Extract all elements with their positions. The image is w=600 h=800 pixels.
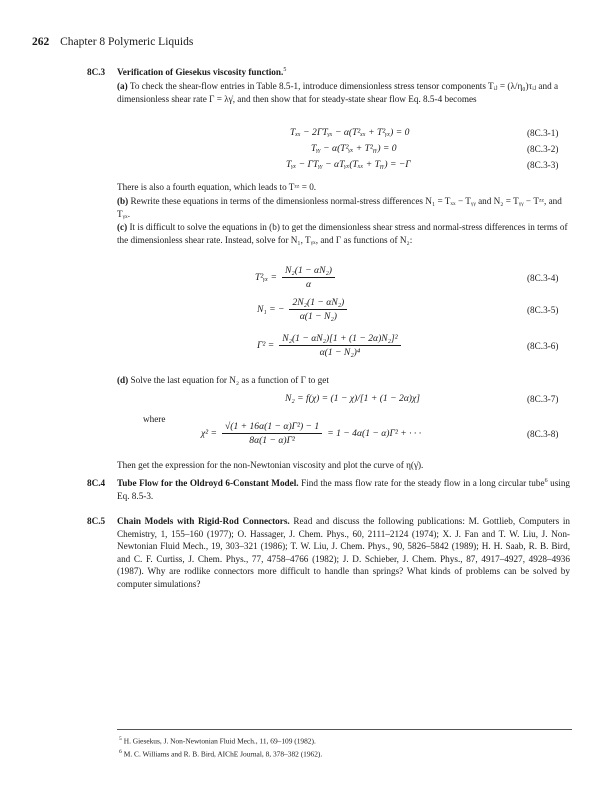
eq4-denominator: α: [305, 279, 312, 290]
equation-number: (8C.3-5): [527, 305, 559, 315]
page-number: 262: [32, 36, 50, 48]
problem-number: 8C.5: [87, 516, 106, 526]
eq4-lhs: T²ᵧₓ =: [255, 272, 278, 283]
equation-number: (8C.3-7): [527, 394, 559, 404]
equation-8c3-2: Tᵧᵧ − α(T²ᵧₓ + T²ᵧᵧ) = 0: [311, 143, 397, 154]
footnote-text: H. Giesekus, J. Non-Newtonian Fluid Mech., 11, 69–109 (1982).: [123, 736, 316, 746]
part-a-body: To check the shear-flow entries in Table 8.5-1, introduce dimensionless stress tensor components Tᵢⱼ = (λ/η₀)τᵢⱼ and a dimensionless shear rate Γ = λγ̇, and then show that for steady-state shear flow Eq. 8.5-4 becomes: [117, 81, 559, 104]
equation-8c3-6: [257, 333, 403, 358]
eq6-lhs: Γ² =: [257, 340, 275, 351]
equation-number: (8C.3-3): [527, 160, 559, 170]
eq5-lhs: N₁ = −: [257, 304, 285, 315]
problem-number: 8C.4: [87, 478, 106, 488]
eq5-denominator: α(1 − N₂): [299, 311, 337, 322]
problem-body: Read and discuss the following publications: M. Gottlieb, Computers in Chemistry, 1, 155–160 (1977); O. Hassager, J. Chem. Phys., 60, 2111–2124 (1974); X. J. Fan and T. W. Liu, J. Non-Newtonian Fluid Mech., 19, 303–321 (1986); T. W. Liu, J. Chem. Phys., 90, 5826–5842 (1989); H. H. Saab, R. B. Bird, and C. F. Curtiss, J. Chem. Phys., 77, 4758–4766 (1982); J. D. Schieber, J. Chem. Phys., 87, 4917–4927, 4928–4936 (1987). Why are rodlike connectors more difficult to handle than springs? What kinds of problems can be solved by computer simulations?: [117, 516, 570, 589]
footnote-5: [119, 736, 316, 745]
footnote-6: [119, 749, 322, 758]
eq8-numerator: √(1 + 16α(1 − α)Γ²) − 1: [222, 421, 322, 434]
equation-number: (8C.3-1): [527, 128, 559, 138]
footnote-mark: 5: [119, 736, 122, 742]
footnote-divider: [117, 729, 572, 730]
part-b-label: (b): [117, 196, 129, 206]
equation-8c3-8: [201, 421, 421, 446]
equation-8c3-1: Tₓₓ − 2ΓTᵧₓ − α(T²ₓₓ + T²ᵧₓ) = 0: [290, 127, 410, 138]
where-text: where: [143, 414, 166, 424]
equation-8c3-7: N₂ = f(χ) = (1 − χ)/[1 + (1 − 2α)χ]: [285, 393, 420, 404]
footnote-text: M. C. Williams and R. B. Bird, AIChE Journal, 8, 378–382 (1962).: [123, 749, 323, 759]
eq5-numerator: 2N₂(1 − αN₂): [289, 297, 347, 310]
problem-8c3-heading: [87, 66, 570, 79]
footnote-ref: 6: [544, 477, 548, 484]
part-b-text: [117, 195, 570, 220]
equation-8c3-4: [255, 265, 337, 290]
problem-8c4: [87, 477, 571, 502]
running-head: [32, 36, 193, 48]
part-c-text: [117, 221, 570, 246]
part-c-label: (c): [117, 222, 128, 232]
eq8-rhs: = 1 − 4α(1 − α)Γ² + · · ·: [327, 428, 422, 439]
fourth-equation-note: There is also a fourth equation, which leads to Tᶻᶻ = 0.: [117, 182, 317, 192]
footnote-mark: 6: [119, 749, 122, 755]
problem-body: Find the mass flow rate for the steady flow in a long circular tube: [301, 478, 545, 488]
equation-8c3-3: Tᵧₓ − ΓTᵧᵧ − αTᵧₓ(Tₓₓ + Tᵧᵧ) = −Γ: [286, 159, 411, 170]
part-a-label: (a): [117, 81, 128, 91]
problem-title: Verification of Giesekus viscosity function.: [117, 67, 284, 77]
part-b-body: Rewrite these equations in terms of the dimensionless normal-stress differences N₁ = Tₓₓ − Tᵧᵧ and N₂ = Tᵧᵧ − Tᶻᶻ, and Tᵧₓ.: [117, 196, 562, 219]
part-d-body: Solve the last equation for N₂ as a function of Γ to get: [130, 375, 329, 385]
eq8-denominator: 8α(1 − α)Γ²: [249, 435, 295, 446]
equation-number: (8C.3-4): [527, 273, 559, 283]
part-d-text: [117, 374, 570, 387]
equation-number: (8C.3-8): [527, 429, 559, 439]
eq4-numerator: N₂(1 − αN₂): [282, 265, 335, 278]
problem-body-end: using Eq. 8.5-3.: [117, 478, 571, 501]
eq6-numerator: N₂(1 − αN₂)[1 + (1 − 2α)N₂]²: [279, 333, 400, 346]
problem-title: Chain Models with Rigid-Rod Connectors.: [117, 516, 290, 526]
part-d-label: (d): [117, 375, 129, 385]
eq6-denominator: α(1 − N₂)⁴: [319, 347, 361, 358]
problem-8c5: [87, 515, 570, 591]
eq8-lhs: χ² =: [201, 428, 217, 439]
problem-title: Tube Flow for the Oldroyd 6-Constant Model.: [117, 478, 299, 488]
equation-number: (8C.3-6): [527, 341, 559, 351]
equation-number: (8C.3-2): [527, 144, 559, 154]
equation-8c3-5: [257, 297, 349, 322]
problem-number: 8C.3: [87, 67, 106, 77]
part-a-text: [117, 80, 570, 105]
final-instruction: Then get the expression for the non-Newtonian viscosity and plot the curve of η(γ̇).: [117, 460, 424, 470]
part-c-body: It is difficult to solve the equations in (b) to get the dimensionless shear stress and normal-stress differences in terms of the dimensionless shear rate. Instead, solve for N₁, Tᵧₓ, and Γ as functions of N₂:: [117, 222, 568, 245]
chapter-title: Chapter 8 Polymeric Liquids: [60, 36, 194, 48]
footnote-ref: 5: [283, 66, 287, 73]
